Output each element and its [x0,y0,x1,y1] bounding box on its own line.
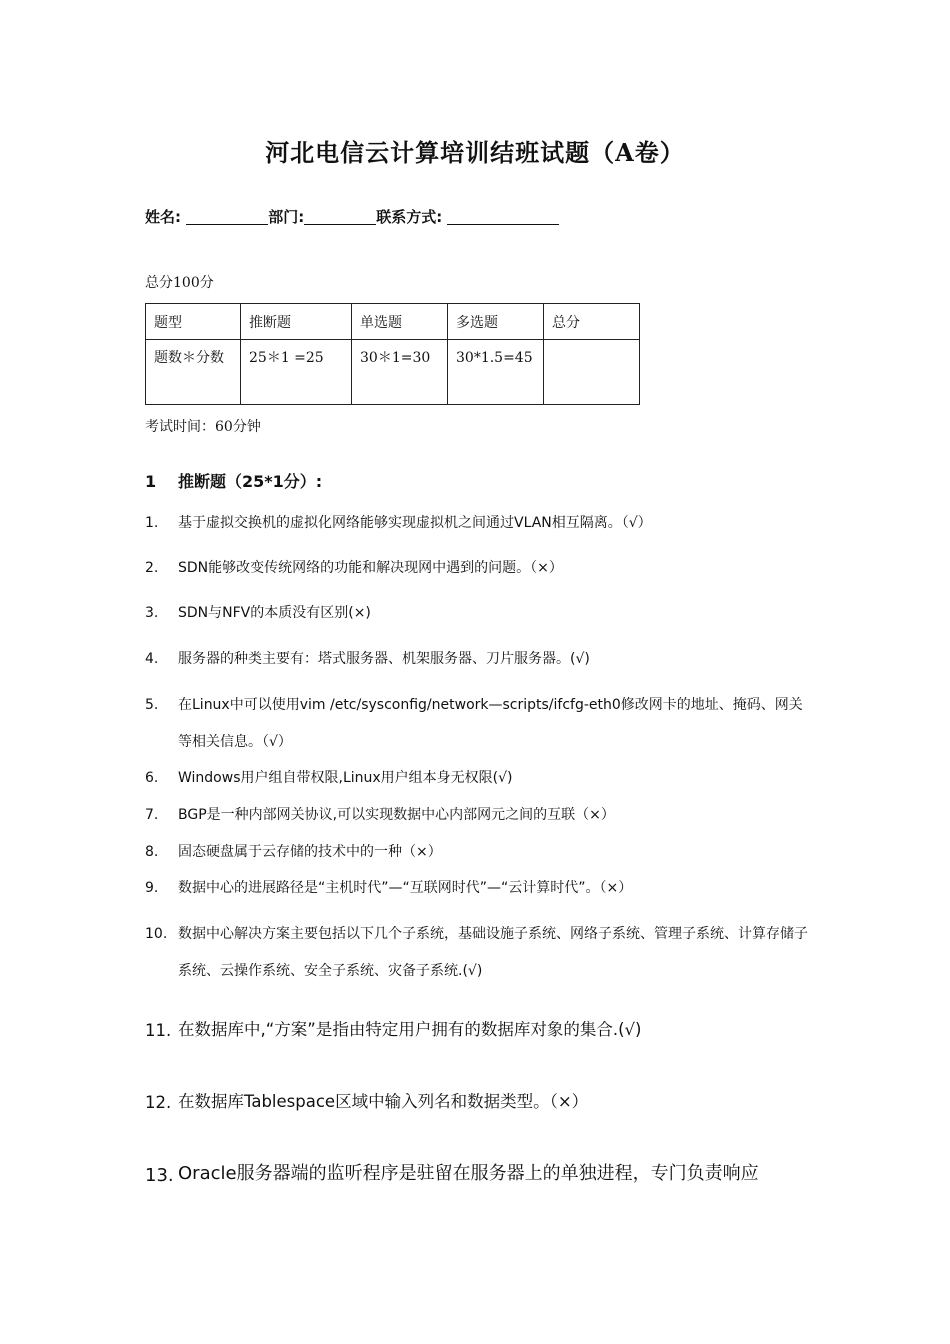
table-header-cell: 单选题 [352,304,448,340]
question-item [145,560,815,587]
dept-label: 部门: [268,208,305,226]
table-header-cell: 总分 [544,304,640,340]
question-number: 5. [145,697,159,713]
table-header-cell: 题型 [146,304,241,340]
table-row [146,340,640,405]
info-line [145,206,559,227]
table-cell: 30*1.5=45 [448,340,544,405]
question-item [145,1093,815,1120]
section-number: 1 [145,472,157,491]
question-number: 12. [145,1093,172,1112]
question-number: 8. [145,844,159,860]
question-text: 数据中心解决方案主要包括以下几个子系统，基础设施子系统、网络子系统、管理子系统、计算存储子系统、云操作系统、安全子系统、灾备子系统.(√) [178,926,808,979]
question-text: Oracle服务器端的监听程序是驻留在服务器上的单独进程，专门负责响应 [178,1163,759,1184]
total-score: 总分100分 [145,275,214,291]
question-text: BGP是一种内部网关协议,可以实现数据中心内部网元之间的互联（×） [178,807,615,823]
question-text: Windows用户组自带权限,Linux用户组本身无权限(√) [178,770,513,786]
question-number: 9. [145,880,159,896]
question-text: SDN能够改变传统网络的功能和解决现网中遇到的问题。（×） [178,560,563,576]
table-header-cell: 多选题 [448,304,544,340]
table-cell: 30＊1=30 [352,340,448,405]
question-text: 在数据库Tablespace区域中输入列名和数据类型。（×） [178,1092,589,1111]
question-item [145,880,815,907]
question-item [145,697,815,761]
question-item [145,1165,815,1192]
table-header-cell: 推断题 [241,304,352,340]
contact-blank[interactable] [447,210,559,225]
table-cell: 题数＊分数 [146,340,241,405]
name-blank[interactable] [186,210,268,225]
contact-label: 联系方式: [376,208,448,226]
name-label: 姓名: [145,208,187,226]
question-item [145,844,815,871]
document-title: 河北电信云计算培训结班试题（A卷） [265,138,685,167]
question-item [145,770,815,797]
question-number: 2. [145,560,159,576]
question-number: 3. [145,605,159,621]
table-cell [544,340,640,405]
score-table [145,303,640,405]
question-text: 在数据库中,“方案”是指由特定用户拥有的数据库对象的集合.(√) [178,1020,642,1039]
table-header-row [146,304,640,340]
question-number: 11. [145,1021,172,1040]
question-number: 10. [145,926,168,942]
table-cell: 25＊1 =25 [241,340,352,405]
question-number: 6. [145,770,159,786]
question-text: SDN与NFV的本质没有区别(×) [178,605,371,621]
question-item [145,926,815,990]
question-number: 13. [145,1165,174,1186]
question-text: 服务器的种类主要有：塔式服务器、机架服务器、刀片服务器。(√) [178,651,590,667]
section-heading [145,469,322,492]
exam-time: 考试时间：60分钟 [145,419,261,435]
section-label: 推断题（25*1分）: [178,472,323,491]
question-item [145,1021,815,1048]
question-number: 7. [145,807,159,823]
question-text: 在Linux中可以使用vim /etc/sysconfig/network—scripts/ifcfg-eth0修改网卡的地址、掩码、网关等相关信息。（√） [178,697,803,750]
question-text: 数据中心的进展路径是“主机时代”—“互联网时代”—“云计算时代”。（×） [178,880,633,896]
question-item [145,807,815,834]
dept-blank[interactable] [304,210,376,225]
question-text: 基于虚拟交换机的虚拟化网络能够实现虚拟机之间通过VLAN相互隔离。（√） [178,515,652,531]
question-item [145,605,815,632]
question-item [145,651,815,678]
question-text: 固态硬盘属于云存储的技术中的一种（×） [178,844,442,860]
question-item [145,515,815,542]
question-number: 1. [145,515,159,531]
question-number: 4. [145,651,159,667]
